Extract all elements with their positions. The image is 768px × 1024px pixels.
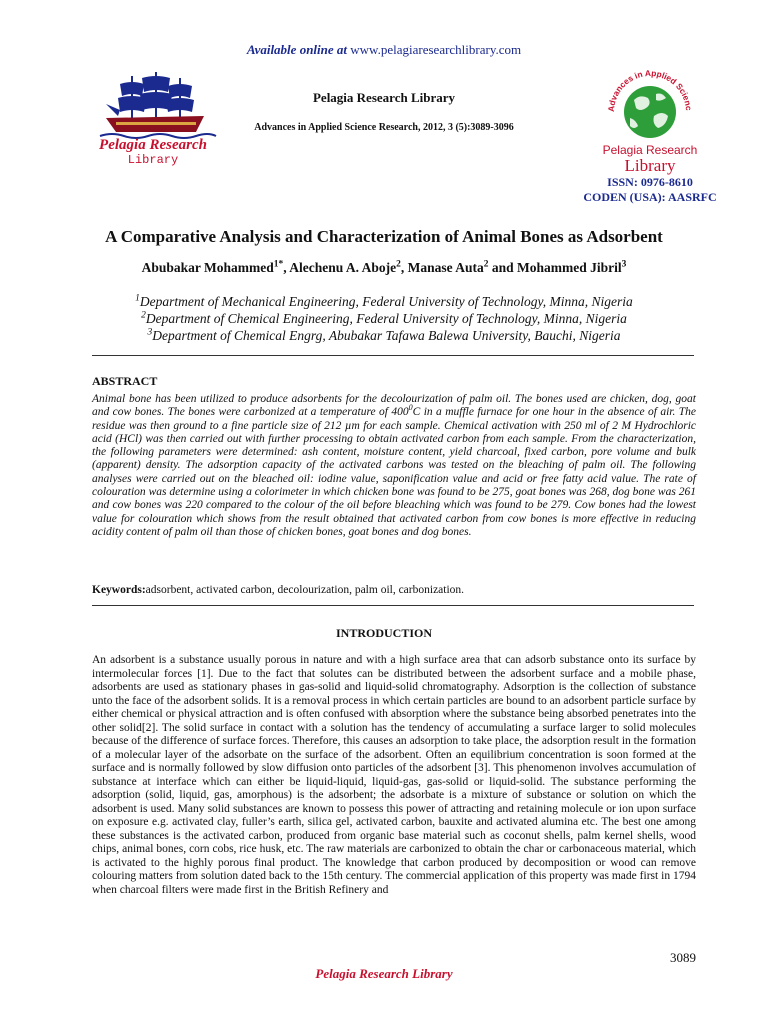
author-name: Mohammed Jibril xyxy=(517,260,622,275)
paper-title: A Comparative Analysis and Characterization of Animal Bones as Adsorbent xyxy=(105,227,663,246)
right-logo-text xyxy=(560,143,740,205)
affiliation xyxy=(60,294,708,310)
author-list xyxy=(60,260,708,276)
affiliation xyxy=(60,311,708,327)
right-logo-sub: Library xyxy=(624,156,676,175)
author-name: Abubakar Mohammed xyxy=(141,260,274,275)
divider xyxy=(92,605,694,606)
abstract-degree-sup: 0 xyxy=(408,403,413,413)
affiliation-text: Department of Chemical Engineering, Federal University of Technology, Minna, Nigeria xyxy=(145,311,627,326)
author-sup: 3 xyxy=(621,259,627,270)
affiliation-sup: 3 xyxy=(147,327,153,338)
author-sup: 2 xyxy=(396,259,401,270)
abstract-heading: ABSTRACT xyxy=(92,374,158,388)
issn: ISSN: 0976-8610 xyxy=(607,175,693,189)
affiliation-text: Department of Chemical Engrg, Abubakar Tafawa Balewa University, Bauchi, Nigeria xyxy=(152,328,621,343)
available-online-label: Available online a xyxy=(246,42,344,57)
publisher-title: Pelagia Research Library xyxy=(312,90,455,105)
introduction-heading: INTRODUCTION xyxy=(335,626,432,640)
abstract-text-part2: C in a muffle furnace for one hour in the absence of air. The residue was then ground to a fine particle size of 212 µm for each sample. Chemical activation with 250 ml of 2 M Hydrochloric acid (HCl) was then carried out with further processing to obtain activated carbon from each sample. From the characterization, the following parameters were determined: ash content, moisture content, yield charcoal, fixed carbon, pore volume and bulk (apparent) density. The adsorption capacity of the activated carbons was tested on the bleaching of palm oil. The following analyses were carried out on the bleached oil: iodine value, saponification value and acid or free fatty acid value. The rate of colouration was determine using a colorimeter in which chicken bone was found to be 275, goat bones was 268, dog bone was 261 and cow bones was 220 compared to the colour of the oil before bleaching which was found to be 279. Cow bones had the lowest value for colouration which shows from the result obtained that activated carbon from cow bones is more effective in reducing acidity content of palm oil than those of chicken bones, goat bones and dog bones. xyxy=(92,406,696,538)
left-logo-sub: Library xyxy=(127,153,179,167)
affiliation-text: Department of Mechanical Engineering, Federal University of Technology, Minna, Nigeria xyxy=(139,294,633,309)
website-link[interactable]: www.pelagiaresearchlibrary.com xyxy=(350,42,522,57)
right-logo-name: Pelagia Research xyxy=(602,143,698,157)
right-logo-ring-text: Advances in Applied Scienc xyxy=(605,67,695,113)
keywords-text: adsorbent, activated carbon, decolourization, palm oil, carbonization. xyxy=(145,584,465,596)
keywords-line xyxy=(92,584,696,596)
left-logo-name: Pelagia Research xyxy=(99,137,207,153)
divider xyxy=(92,355,694,356)
abstract-text-part1: Animal bone has been utilized to produce adsorbents for the decolourization of palm oil. The bones used are chicken, dog, goat and cow bones. The bones were carbonized at a temperature of 400 xyxy=(92,393,696,419)
globe-icon xyxy=(600,60,700,148)
author-sep: and xyxy=(488,260,517,275)
page-number: 3089 xyxy=(670,950,696,965)
introduction-body: An adsorbent is a substance usually porous in nature and with a high surface area that can adsorb substance onto its surface by intermolecular forces [1]. Due to the fact that solutes can be distributed between the adsorbent surface and a mobile phase, adsorbents are used as stationary phases in gas-solid and liquid-solid chromatography. Adsorption is the collection of substance unto the face of the adsorbent solids. It is a removal process in which certain particles are bound to an adsorbent particle surface by either chemical or physical attraction and is often confused with absorption where the substance being absorbed penetrates into the other solid[2]. The solid surface in contact with a solution has the tendency of accumulating a surface larger to solid molecules because of the difference of surface forces. Therefore, this causes an adsorption to take place, the adsorption result in the formation of a molecular layer of the adsorbate on the surface of the adsorbent. Often an equilibrium concentration is soon formed at the surface and is normally followed by slow diffusion onto particles of the adsorbent [3]. This phenomenon involves accumulation of substance at interface which can either be liquid-liquid, liquid-gas, gas-solid or liquid-solid. The substance performing the adsorption (solid, liquid, gas, amorphous) is the adsorbent; the adsorbate is a mixture of substance or solution on which the adsorbent is used. Many solid substances are known to possess this power of attracting and retaining molecule or ion upon surface on exposure e.g. activated clay, fuller’s earth, silica gel, activated carbon, bauxite and activated alumina etc. The best one among these substances is the activated carbon, produced from organic base material such as coconut shells, palm kernel shells, wood chips, animal bones, corn cobs, rice husk, etc. The raw materials are carbonized to obtain the char or carbonaceous material, which is activated to the highly porous final product. The knowledge that carbon produced by decomposition or wood can remove colouring matters from solution dated back to the 15th century. The commercial application of this property was made first in 1794 when charcoal filters were made first in the British Refinery and xyxy=(92,654,696,896)
author-name: Manase Auta xyxy=(407,260,484,275)
journal-citation: Advances in Applied Science Research, 2012, 3 (5):3089-3096 xyxy=(254,122,514,133)
affiliation-sup: 1 xyxy=(135,293,140,304)
left-logo-text xyxy=(78,137,228,167)
keywords-label: Keywords: xyxy=(92,584,146,596)
author-sep: , xyxy=(400,260,408,275)
affiliation xyxy=(60,328,708,344)
author-sup: 1* xyxy=(273,259,284,270)
coden: CODEN (USA): AASRFC xyxy=(583,190,717,204)
availability-line xyxy=(0,42,768,58)
affiliation-sup: 2 xyxy=(141,310,146,321)
author-sep: , xyxy=(283,260,290,275)
available-online-label-end: t xyxy=(343,42,351,57)
author-name: Alechenu A. Aboje xyxy=(289,260,397,275)
abstract-body xyxy=(92,393,696,539)
author-sup: 2 xyxy=(483,259,489,270)
footer-publisher: Pelagia Research Library xyxy=(315,966,453,981)
